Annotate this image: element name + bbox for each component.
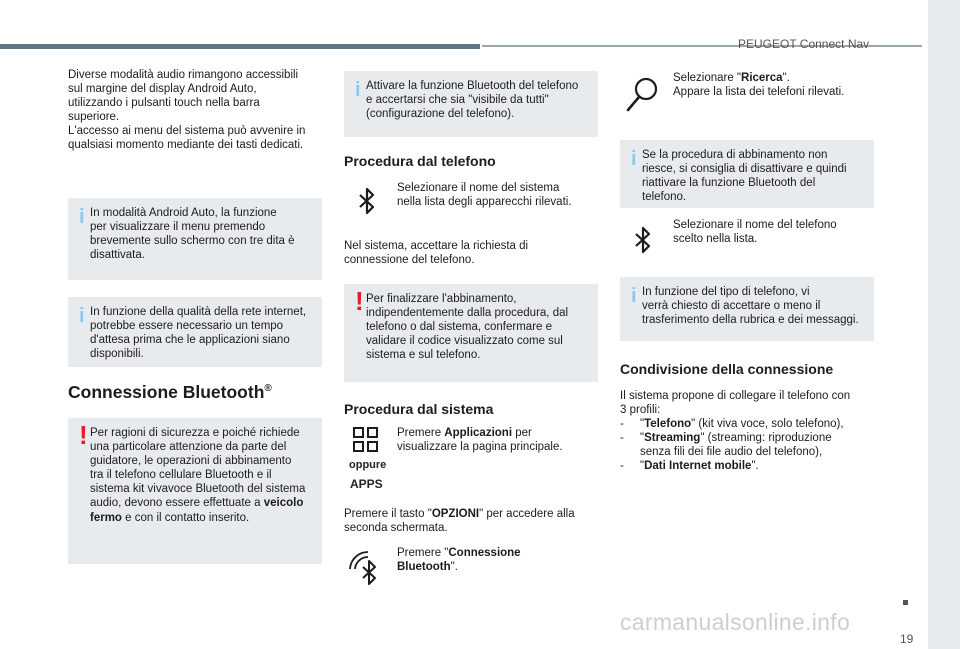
text-line: Il sistema propone di collegare il telefono con (620, 390, 851, 402)
text: Premere " (397, 547, 449, 559)
info-icon: i (79, 305, 85, 327)
warning-text: e con il contatto inserito. (121, 511, 250, 524)
list-item (620, 459, 880, 473)
intro-line: sul margine del display Android Auto, (68, 83, 257, 96)
section-heading-system: Procedura dal sistema (344, 401, 494, 417)
warning-line: sistema kit vivavoce Bluetooth del sistema (90, 483, 306, 496)
select-system-text (397, 181, 572, 209)
press-options-text (344, 507, 575, 535)
info-line: telefono. (642, 191, 687, 204)
bold-text: Connessione (448, 547, 521, 559)
text-line: nella lista degli apparecchi rilevati. (397, 196, 572, 209)
info-line: In funzione della qualità della rete internet, (90, 306, 307, 318)
text: ". (751, 460, 759, 473)
section-heading-phone: Procedura dal telefono (344, 153, 496, 169)
press-applications-text (397, 426, 563, 454)
info-line: (configurazione del telefono). (366, 108, 515, 121)
text-line: Selezionare il nome del telefono (673, 219, 837, 231)
info-line: per visualizzare il menu premendo (90, 221, 266, 234)
info-box-phone-type (620, 277, 874, 341)
warning-text: audio, devono essere effettuate a (90, 497, 261, 510)
bold-text: Streaming (644, 432, 701, 445)
watermark-site: carmanualsonline.info (620, 609, 851, 635)
page-side-band (928, 0, 960, 649)
text: " (streaming: riproduzione (700, 432, 832, 445)
info-icon: i (631, 285, 637, 307)
intro-paragraph (68, 68, 328, 153)
text-line (673, 71, 844, 85)
bold-text: Dati Internet mobile (644, 460, 752, 473)
intro-line: utilizzando i pulsanti touch nella barra (68, 97, 260, 110)
info-line: verrà chiesto di accettare o meno il (642, 300, 821, 313)
header-rule (0, 44, 480, 49)
share-intro-text (620, 389, 850, 417)
text: senza fili dei file audio del telefono), (640, 446, 823, 459)
intro-line: L'accesso ai menu del sistema può avvenire in (68, 125, 306, 138)
text-line (344, 507, 575, 521)
select-phone-text (673, 218, 837, 246)
page-number: 19 (900, 632, 914, 646)
info-line: e accertarsi che sia "visibile da tutti" (366, 94, 549, 107)
warning-line: Per finalizzare l'abbinamento, (366, 293, 517, 305)
oppure-label: oppure (349, 459, 387, 471)
heading-text: Connessione Bluetooth (68, 382, 265, 402)
text-line: scelto nella lista. (673, 233, 758, 246)
text-line: 3 profili: (620, 404, 661, 417)
warning-line: sistema e sul telefono. (366, 349, 481, 362)
warning-icon: ! (79, 420, 88, 450)
press-connection-text (397, 546, 521, 574)
section-heading-share: Condivisione della connessione (620, 361, 834, 377)
accept-request-text (344, 239, 528, 267)
text-line (397, 546, 521, 560)
info-line: Se la procedura di abbinamento non (642, 149, 828, 161)
info-line: In funzione del tipo di telefono, vi (642, 286, 810, 298)
bold-text: Telefono (644, 418, 692, 430)
info-box-activate-bluetooth (344, 71, 598, 137)
text: ". (782, 72, 790, 84)
intro-line: superiore. (68, 111, 120, 124)
warning-line: tra il telefono cellulare Bluetooth e il (90, 469, 272, 482)
text: " (640, 460, 645, 473)
bluetooth-icon (634, 225, 652, 255)
info-line: disattivata. (90, 249, 145, 262)
info-line: d'attesa prima che le applicazioni siano (90, 334, 290, 347)
profiles-list (620, 417, 880, 473)
bold-text: OPZIONI (431, 508, 480, 520)
text: Premere (397, 427, 445, 439)
text: " (640, 418, 645, 430)
info-line: Attivare la funzione Bluetooth del telefono (366, 80, 579, 92)
info-line: trasferimento della rubrica e dei messaggi. (642, 314, 859, 327)
warning-line (90, 511, 305, 525)
warning-line: guidatore, le operazioni di abbinamento (90, 455, 292, 468)
info-line: riattivare la funzione Bluetooth del (642, 177, 816, 190)
text: " (640, 432, 645, 445)
info-box-pairing-fails (620, 140, 874, 208)
text-line: seconda schermata. (344, 522, 448, 535)
text: Selezionare " (673, 72, 742, 84)
intro-line: qualsiasi momento mediante dei tasti dedicati. (68, 139, 304, 152)
list-item (620, 431, 880, 459)
info-line: potrebbe essere necessario un tempo (90, 320, 284, 333)
text: " per accedere alla (479, 508, 575, 520)
info-box-android-auto (68, 198, 322, 280)
text-line: Appare la lista dei telefoni rilevati. (673, 86, 845, 99)
info-line: disponibili. (90, 348, 144, 361)
warning-line: validare il codice visualizzato come sul (366, 335, 563, 348)
text: per (512, 427, 532, 439)
info-icon: i (79, 206, 85, 228)
info-line: brevemente sullo schermo con tre dita è (90, 235, 295, 248)
bluetooth-icon (358, 186, 376, 216)
warning-line: indipendentemente dalla procedura, dal (366, 307, 569, 320)
text-line (397, 426, 563, 440)
bluetooth-connection-icon (347, 549, 389, 591)
registered-mark: ® (264, 383, 272, 395)
end-of-section-mark (903, 600, 908, 605)
warning-line (90, 496, 305, 510)
page-header-title: PEUGEOT Connect Nav (738, 37, 870, 51)
warning-line: Per ragioni di sicurezza e poiché richiede (90, 427, 300, 439)
warning-bold: fermo (90, 511, 122, 524)
text: ". (450, 561, 458, 574)
warning-icon: ! (355, 286, 364, 316)
warning-box-confirm-code (344, 284, 598, 382)
warning-line: una particolare attenzione da parte del (90, 441, 287, 454)
text: " (kit viva voce, solo telefono), (691, 418, 844, 430)
text-line: Nel sistema, accettare la richiesta di (344, 240, 529, 252)
section-heading-bluetooth (68, 382, 272, 403)
text: Premere il tasto " (344, 508, 432, 520)
text-line (397, 560, 521, 574)
info-icon: i (631, 148, 637, 170)
bold-text: Ricerca (741, 72, 783, 84)
text-line: visualizzare la pagina principale. (397, 441, 563, 454)
info-box-network (68, 297, 322, 367)
apps-label: APPS (350, 477, 383, 491)
search-icon (624, 76, 660, 114)
intro-line: Diverse modalità audio rimangono accessibili (68, 69, 299, 81)
bold-text: Applicazioni (444, 427, 513, 439)
info-icon: i (355, 79, 361, 101)
info-line: In modalità Android Auto, la funzione (90, 207, 277, 219)
bold-text: Bluetooth (397, 561, 451, 574)
text-line: Selezionare il nome del sistema (397, 182, 560, 194)
warning-bold: veicolo (263, 497, 304, 510)
text-line: connessione del telefono. (344, 254, 475, 267)
info-line: riesce, si consiglia di disattivare e quindi (642, 163, 847, 176)
warning-line: telefono o dal sistema, confermare e (366, 321, 553, 334)
applications-grid-icon (353, 427, 379, 453)
warning-box-safety (68, 418, 322, 564)
list-item (620, 417, 880, 431)
select-search-text (673, 71, 844, 99)
